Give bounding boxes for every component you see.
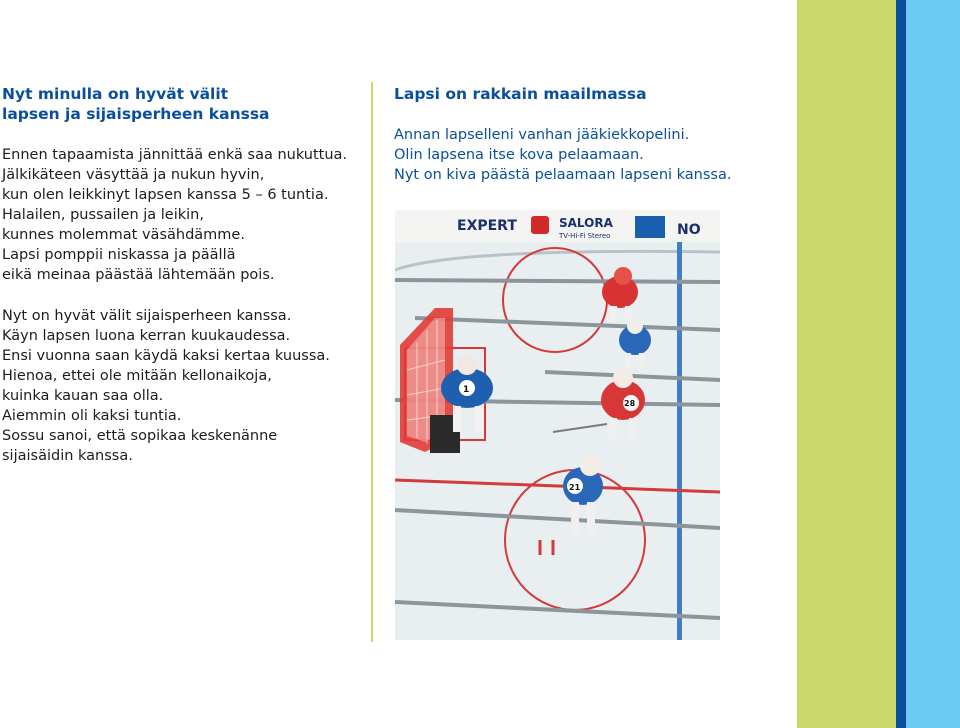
- text-line: Jälkikäteen väsyttää ja nukun hyvin,: [2, 167, 265, 183]
- text-line: Lapsi pomppii niskassa ja päällä: [2, 247, 236, 263]
- text-line: Sossu sanoi, että sopikaa keskenänne: [2, 428, 278, 444]
- column-divider: [371, 82, 373, 642]
- right-heading: Lapsi on rakkain maailmassa: [394, 85, 647, 103]
- left-heading: [2, 84, 367, 124]
- ad-text-salora: SALORA: [559, 216, 613, 230]
- decorative-dark-blue-bar: [896, 0, 906, 728]
- left-paragraph-2: [2, 306, 367, 466]
- text-line: kunnes molemmat väsähdämme.: [2, 227, 245, 243]
- decorative-green-bar: [797, 0, 896, 728]
- decorative-light-blue-bar: [906, 0, 960, 728]
- text-line: Käyn lapsen luona kerran kuukaudessa.: [2, 328, 291, 344]
- text-line: sijaisäidin kanssa.: [2, 448, 133, 464]
- text-line: Annan lapselleni vanhan jääkiekkopelini.: [394, 127, 690, 143]
- text-line: Halailen, pussailen ja leikin,: [2, 207, 204, 223]
- ad-text-tv: TV-Hi-Fi Stereo: [559, 232, 611, 240]
- player-number: 1: [463, 385, 470, 395]
- text-line: Nyt on kiva päästä pelaamaan lapseni kanssa.: [394, 167, 732, 183]
- text-line: kun olen leikkinyt lapsen kanssa 5 – 6 tuntia.: [2, 187, 329, 203]
- text-line: Ennen tapaamista jännittää enkä saa nukuttua.: [2, 147, 348, 163]
- table-hockey-photo: [395, 210, 720, 640]
- text-line: Olin lapsena itse kova pelaamaan.: [394, 147, 644, 163]
- text-line: kuinka kauan saa olla.: [2, 388, 164, 404]
- left-column: [2, 84, 367, 466]
- ad-text-no: NO: [677, 222, 701, 238]
- text-line: eikä meinaa päästää lähtemään pois.: [2, 267, 275, 283]
- player-number: 28: [624, 399, 636, 408]
- ad-text-expert: EXPERT: [457, 218, 517, 234]
- right-column: [394, 84, 794, 200]
- left-paragraph-1: [2, 145, 367, 285]
- text-line: Hienoa, ettei ole mitään kellonaikoja,: [2, 368, 272, 384]
- left-heading-line: lapsen ja sijaisperheen kanssa: [2, 105, 270, 123]
- text-line: Nyt on hyvät välit sijaisperheen kanssa.: [2, 308, 292, 324]
- text-line: Ensi vuonna saan käydä kaksi kertaa kuussa.: [2, 348, 330, 364]
- text-line: Aiemmin oli kaksi tuntia.: [2, 408, 182, 424]
- left-heading-line: Nyt minulla on hyvät välit: [2, 85, 229, 103]
- right-paragraph: [394, 125, 794, 185]
- player-number: 21: [569, 483, 581, 492]
